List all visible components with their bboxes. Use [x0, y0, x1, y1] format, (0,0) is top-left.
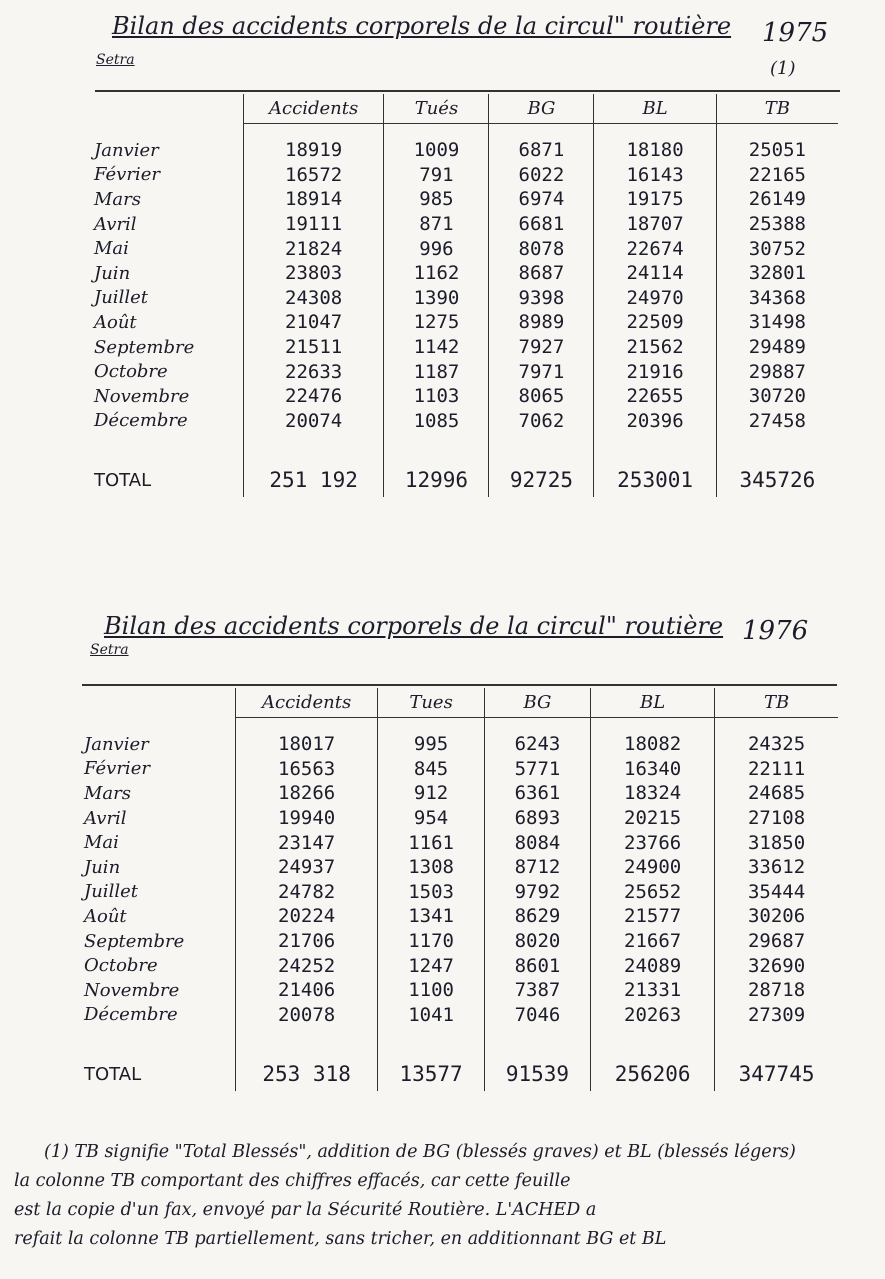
table2-body: [78, 718, 838, 1092]
value-cell: 1170: [378, 929, 484, 954]
value-cell: 24782: [235, 880, 378, 905]
month-cell: Novembre: [94, 385, 190, 407]
month-cell: Février: [94, 164, 160, 186]
spacer-cell: [378, 718, 484, 733]
table1-header-col-1: Accidents: [243, 94, 384, 124]
value-cell: 18266: [235, 781, 378, 806]
value-cell: 22111: [715, 757, 838, 782]
table2-spacer-row: [78, 718, 838, 733]
value-cell: 7046: [484, 1003, 590, 1028]
value-cell: 26149: [716, 187, 838, 212]
footnote: [14, 1138, 874, 1254]
value-cell: 30206: [715, 904, 838, 929]
table1-gap-row: [88, 433, 838, 463]
table2-header-col-2: Tues: [378, 688, 484, 718]
value-cell: 6974: [489, 187, 594, 212]
month-cell: Décembre: [94, 410, 188, 432]
value-cell: 24308: [243, 286, 384, 311]
value-cell: 6022: [489, 163, 594, 188]
value-cell: 25051: [716, 138, 838, 163]
value-cell: 24325: [715, 732, 838, 757]
value-cell: 21577: [591, 904, 715, 929]
month-cell: Septembre: [94, 336, 195, 358]
value-cell: 1161: [378, 830, 484, 855]
month-cell: Mars: [94, 188, 142, 210]
value-cell: 1390: [384, 286, 489, 311]
table1-header-col-5: TB: [716, 94, 838, 124]
value-cell: 8084: [484, 830, 590, 855]
gap-cell: [484, 1027, 590, 1057]
value-cell: 1275: [384, 310, 489, 335]
spacer-cell: [484, 718, 590, 733]
value-cell: 24685: [715, 781, 838, 806]
value-cell: 30720: [716, 384, 838, 409]
month-cell: Janvier: [84, 733, 149, 755]
table1-header-blank: [88, 94, 243, 124]
footnote-line-3: est la copie d'un fax, envoyé par la Sécurité Routière. L'ACHED a: [14, 1200, 597, 1220]
total-value: 347745: [715, 1057, 838, 1091]
value-cell: 6871: [489, 138, 594, 163]
value-cell: 18017: [235, 732, 378, 757]
value-cell: 22476: [243, 384, 384, 409]
value-cell: 18324: [591, 781, 715, 806]
table1-year: 1975: [762, 18, 829, 48]
value-cell: 1162: [384, 261, 489, 286]
value-cell: 18082: [591, 732, 715, 757]
value-cell: 24252: [235, 953, 378, 978]
table2-header-col-4: BL: [591, 688, 715, 718]
month-cell: Juillet: [84, 881, 138, 903]
table2: [78, 688, 838, 1091]
table-row: [78, 904, 838, 929]
table2-year: 1976: [742, 616, 809, 646]
table2-header-col-3: BG: [484, 688, 590, 718]
value-cell: 6893: [484, 806, 590, 831]
value-cell: 34368: [716, 286, 838, 311]
table2-source: Setra: [90, 642, 129, 658]
spacer-cell: [235, 718, 378, 733]
table-row: [78, 978, 838, 1003]
value-cell: 22674: [594, 236, 716, 261]
value-cell: 23766: [591, 830, 715, 855]
total-value: 256206: [591, 1057, 715, 1091]
table1-top-rule: [95, 90, 840, 92]
footnote-line-4: refait la colonne TB partiellement, sans tricher, en additionnant BG et BL: [14, 1229, 667, 1249]
table-row: [88, 261, 838, 286]
value-cell: 20078: [235, 1003, 378, 1028]
value-cell: 1085: [384, 409, 489, 434]
value-cell: 20224: [235, 904, 378, 929]
table-row: [88, 359, 838, 384]
value-cell: 7387: [484, 978, 590, 1003]
total-label: TOTAL: [84, 1063, 142, 1085]
value-cell: 27309: [715, 1003, 838, 1028]
value-cell: 985: [384, 187, 489, 212]
table1-source: Setra: [96, 52, 135, 68]
value-cell: 21511: [243, 335, 384, 360]
value-cell: 8020: [484, 929, 590, 954]
table-row: [78, 757, 838, 782]
table-row: [88, 138, 838, 163]
value-cell: 21706: [235, 929, 378, 954]
table-row: [88, 310, 838, 335]
value-cell: 23803: [243, 261, 384, 286]
value-cell: 24937: [235, 855, 378, 880]
value-cell: 24114: [594, 261, 716, 286]
value-cell: 1503: [378, 880, 484, 905]
value-cell: 5771: [484, 757, 590, 782]
value-cell: 22509: [594, 310, 716, 335]
table-row: [78, 830, 838, 855]
value-cell: 912: [378, 781, 484, 806]
month-cell: Octobre: [94, 361, 168, 383]
month-cell: Novembre: [84, 979, 180, 1001]
spacer-cell: [78, 718, 235, 733]
month-cell: Mars: [84, 782, 132, 804]
value-cell: 25388: [716, 212, 838, 237]
spacer-cell: [594, 124, 716, 139]
value-cell: 18914: [243, 187, 384, 212]
table-row: [88, 409, 838, 434]
value-cell: 25652: [591, 880, 715, 905]
value-cell: 18180: [594, 138, 716, 163]
total-value: 13577: [378, 1057, 484, 1091]
gap-cell: [243, 433, 384, 463]
month-cell: Juin: [84, 856, 121, 878]
table2-title: Bilan des accidents corporels de la circul" routière: [104, 612, 724, 640]
table-row: [88, 286, 838, 311]
value-cell: 29489: [716, 335, 838, 360]
value-cell: 9792: [484, 880, 590, 905]
spacer-cell: [591, 718, 715, 733]
table2-header-row: [78, 688, 838, 718]
value-cell: 8065: [489, 384, 594, 409]
table2-header-blank: [78, 688, 235, 718]
gap-cell: [716, 433, 838, 463]
value-cell: 32690: [715, 953, 838, 978]
gap-cell: [235, 1027, 378, 1057]
month-cell: Février: [84, 758, 150, 780]
value-cell: 24089: [591, 953, 715, 978]
value-cell: 8712: [484, 855, 590, 880]
gap-cell: [384, 433, 489, 463]
spacer-cell: [384, 124, 489, 139]
table1-title: Bilan des accidents corporels de la circul" routière: [112, 12, 732, 40]
value-cell: 1103: [384, 384, 489, 409]
total-value: 251 192: [243, 463, 384, 497]
table1: [88, 94, 838, 497]
value-cell: 32801: [716, 261, 838, 286]
value-cell: 1308: [378, 855, 484, 880]
value-cell: 8078: [489, 236, 594, 261]
table1-header-row: [88, 94, 838, 124]
month-cell: Août: [94, 311, 137, 333]
table1-body: [88, 124, 838, 498]
table-row: [88, 163, 838, 188]
value-cell: 22633: [243, 359, 384, 384]
month-cell: Avril: [84, 807, 127, 829]
value-cell: 791: [384, 163, 489, 188]
month-cell: Mai: [84, 832, 119, 854]
month-cell: Mai: [94, 238, 129, 260]
value-cell: 7971: [489, 359, 594, 384]
value-cell: 18707: [594, 212, 716, 237]
table-row: [78, 1003, 838, 1028]
value-cell: 24970: [594, 286, 716, 311]
month-cell: Juillet: [94, 287, 148, 309]
value-cell: 8687: [489, 261, 594, 286]
month-cell: Octobre: [84, 955, 158, 977]
value-cell: 19175: [594, 187, 716, 212]
value-cell: 1341: [378, 904, 484, 929]
value-cell: 1041: [378, 1003, 484, 1028]
value-cell: 23147: [235, 830, 378, 855]
value-cell: 19111: [243, 212, 384, 237]
value-cell: 995: [378, 732, 484, 757]
value-cell: 30752: [716, 236, 838, 261]
footnote-line-1: (1) TB signifie "Total Blessés", addition de BG (blessés graves) et BL (blessés légers): [44, 1142, 796, 1162]
value-cell: 8629: [484, 904, 590, 929]
value-cell: 31498: [716, 310, 838, 335]
value-cell: 21916: [594, 359, 716, 384]
value-cell: 35444: [715, 880, 838, 905]
total-value: 12996: [384, 463, 489, 497]
gap-cell: [378, 1027, 484, 1057]
value-cell: 9398: [489, 286, 594, 311]
value-cell: 16340: [591, 757, 715, 782]
total-value: 345726: [716, 463, 838, 497]
month-cell: Décembre: [84, 1004, 178, 1026]
table-row: [88, 335, 838, 360]
value-cell: 27108: [715, 806, 838, 831]
value-cell: 1142: [384, 335, 489, 360]
value-cell: 845: [378, 757, 484, 782]
gap-cell: [591, 1027, 715, 1057]
value-cell: 996: [384, 236, 489, 261]
value-cell: 27458: [716, 409, 838, 434]
value-cell: 6361: [484, 781, 590, 806]
value-cell: 1100: [378, 978, 484, 1003]
value-cell: 21331: [591, 978, 715, 1003]
total-value: 253 318: [235, 1057, 378, 1091]
value-cell: 1247: [378, 953, 484, 978]
month-cell: Janvier: [94, 139, 159, 161]
value-cell: 20074: [243, 409, 384, 434]
value-cell: 8601: [484, 953, 590, 978]
value-cell: 24900: [591, 855, 715, 880]
table1-header-col-2: Tués: [384, 94, 489, 124]
value-cell: 29687: [715, 929, 838, 954]
value-cell: 18919: [243, 138, 384, 163]
month-cell: Juin: [94, 262, 131, 284]
value-cell: 1009: [384, 138, 489, 163]
value-cell: 954: [378, 806, 484, 831]
value-cell: 21562: [594, 335, 716, 360]
value-cell: 20396: [594, 409, 716, 434]
total-value: 91539: [484, 1057, 590, 1091]
table-row: [88, 236, 838, 261]
month-cell: Août: [84, 905, 127, 927]
table-row: [78, 929, 838, 954]
value-cell: 6243: [484, 732, 590, 757]
table-row: [78, 855, 838, 880]
value-cell: 21824: [243, 236, 384, 261]
footnote-line-2: la colonne TB comportant des chiffres effacés, car cette feuille: [14, 1171, 571, 1191]
spacer-cell: [715, 718, 838, 733]
table1-header-col-3: BG: [489, 94, 594, 124]
value-cell: 19940: [235, 806, 378, 831]
value-cell: 16572: [243, 163, 384, 188]
value-cell: 22165: [716, 163, 838, 188]
value-cell: 29887: [716, 359, 838, 384]
value-cell: 21047: [243, 310, 384, 335]
table-row: [78, 953, 838, 978]
value-cell: 7927: [489, 335, 594, 360]
table2-gap-row: [78, 1027, 838, 1057]
value-cell: 28718: [715, 978, 838, 1003]
table2-header-col-5: TB: [715, 688, 838, 718]
table1-note-mark: (1): [770, 58, 796, 79]
value-cell: 31850: [715, 830, 838, 855]
value-cell: 1187: [384, 359, 489, 384]
value-cell: 16563: [235, 757, 378, 782]
gap-cell: [489, 433, 594, 463]
total-label: TOTAL: [94, 469, 152, 491]
month-cell: Septembre: [84, 930, 185, 952]
total-value: 253001: [594, 463, 716, 497]
table-row: [78, 781, 838, 806]
value-cell: 20215: [591, 806, 715, 831]
spacer-cell: [243, 124, 384, 139]
total-value: 92725: [489, 463, 594, 497]
table1-total-row: [88, 463, 838, 497]
month-cell: Avril: [94, 213, 137, 235]
value-cell: 33612: [715, 855, 838, 880]
value-cell: 21406: [235, 978, 378, 1003]
table-row: [88, 212, 838, 237]
table-row: [78, 806, 838, 831]
table2-header-col-1: Accidents: [235, 688, 378, 718]
table-row: [78, 732, 838, 757]
table2-total-row: [78, 1057, 838, 1091]
value-cell: 7062: [489, 409, 594, 434]
table-row: [88, 187, 838, 212]
table-row: [78, 880, 838, 905]
spacer-cell: [88, 124, 243, 139]
value-cell: 20263: [591, 1003, 715, 1028]
table2-top-rule: [82, 684, 837, 686]
spacer-cell: [716, 124, 838, 139]
value-cell: 21667: [591, 929, 715, 954]
table-row: [88, 384, 838, 409]
gap-cell: [88, 433, 243, 463]
value-cell: 8989: [489, 310, 594, 335]
table1-spacer-row: [88, 124, 838, 139]
gap-cell: [78, 1027, 235, 1057]
spacer-cell: [489, 124, 594, 139]
value-cell: 6681: [489, 212, 594, 237]
table1-header-col-4: BL: [594, 94, 716, 124]
value-cell: 871: [384, 212, 489, 237]
value-cell: 22655: [594, 384, 716, 409]
value-cell: 16143: [594, 163, 716, 188]
gap-cell: [594, 433, 716, 463]
gap-cell: [715, 1027, 838, 1057]
